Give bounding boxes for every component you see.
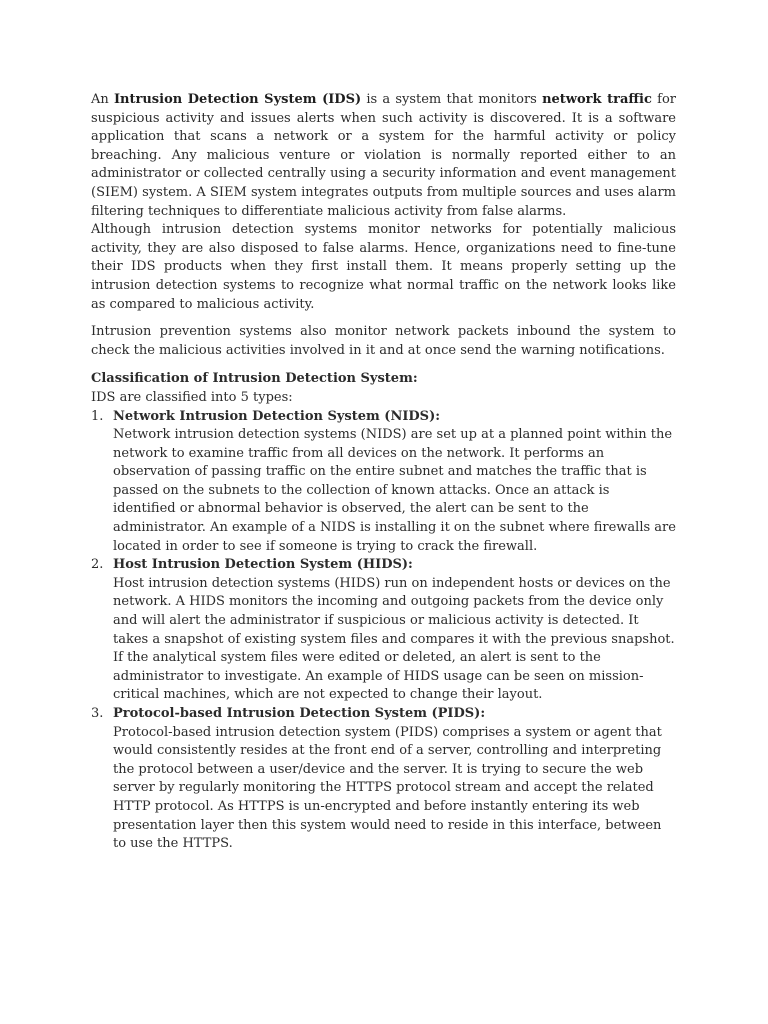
list-item-nids [91,408,676,557]
paragraph-ips: Intrusion prevention systems also monitor network packets inbound the system to check the malicious activities involved in it and at once send the warning notifications. [91,324,676,358]
list-item-body: Protocol-based intrusion detection system (PIDS) comprises a system or agent that would consistently resides at the front end of a server, controlling and interpreting the protocol between a user/device and the server. It is trying to secure the web server by regularly monitoring the HTTPS protocol stream and accept the related HTTP protocol. As HTTPS is un-encrypted and before instantly entering its web presentation layer then this system would need to reside in this interface, between to use the HTTPS. [113,724,662,852]
ids-types-list [91,408,676,854]
list-item-pids [91,705,676,854]
list-item-body: Host intrusion detection systems (HIDS) run on independent hosts or devices on the network. A HIDS monitors the incoming and outgoing packets from the device only and will alert the administrator if suspicious or malicious activity is detected. It takes a snapshot of existing system files and compares it with the previous snapshot. If the analytical system files were edited or deleted, an alert is sent to the administrator to investigate. An example of HIDS usage can be seen on mission-critical machines, which are not expected to change their layout. [113,575,675,703]
list-number: 1. [91,408,104,424]
list-item-title: Host Intrusion Detection System (HIDS): [113,557,413,573]
list-item-body: Network intrusion detection systems (NIDS) are set up at a planned point within the network to examine traffic from all devices on the network. It performs an observation of passing traffic on the entire subnet and matches the traffic that is passed on the subnets to the collection of known attacks. Once an attack is identified or abnormal behavior is observed, the alert can be sent to the administrator. An example of a NIDS is installing it on the subnet where firewalls are located in order to see if someone is trying to crack the firewall. [113,427,676,554]
document-page [91,91,676,854]
network-traffic-term: network traffic [542,92,652,107]
list-item-title: Network Intrusion Detection System (NIDS): [113,408,441,424]
paragraph-intro [91,91,676,221]
paragraph-intro-middle: is a system that monitors [361,92,543,107]
paragraph-intro-suffix: for suspicious activity and issues alerts when such activity is discovered. It is a software application that scans a network or a system for the harmful activity or policy breaching. Any malicious venture or violation is normally reported either to an administrator or collected centrally using a security information and event management (SIEM) system. A SIEM system integrates outputs from multiple sources and uses alarm filtering techniques to differentiate malicious activity from false alarms. [91,92,676,219]
classification-intro: IDS are classified into 5 types: [91,389,293,405]
list-number: 2. [91,557,104,573]
list-number: 3. [91,706,104,721]
list-item-hids [91,556,676,705]
list-item-title: Protocol-based Intrusion Detection System (PIDS): [113,706,486,721]
paragraph-intro-prefix: An [91,92,114,107]
paragraph-false-alarms: Although intrusion detection systems monitor networks for potentially malicious activity, they are also disposed to false alarms. Hence, organizations need to fine-tune their IDS products when they first install them. It means properly setting up the intrusion detection systems to recognize what normal traffic on the network looks like as compared to malicious activity. [91,222,676,312]
ids-term: Intrusion Detection System (IDS) [113,92,362,107]
classification-heading: Classification of Intrusion Detection System: [91,371,418,387]
